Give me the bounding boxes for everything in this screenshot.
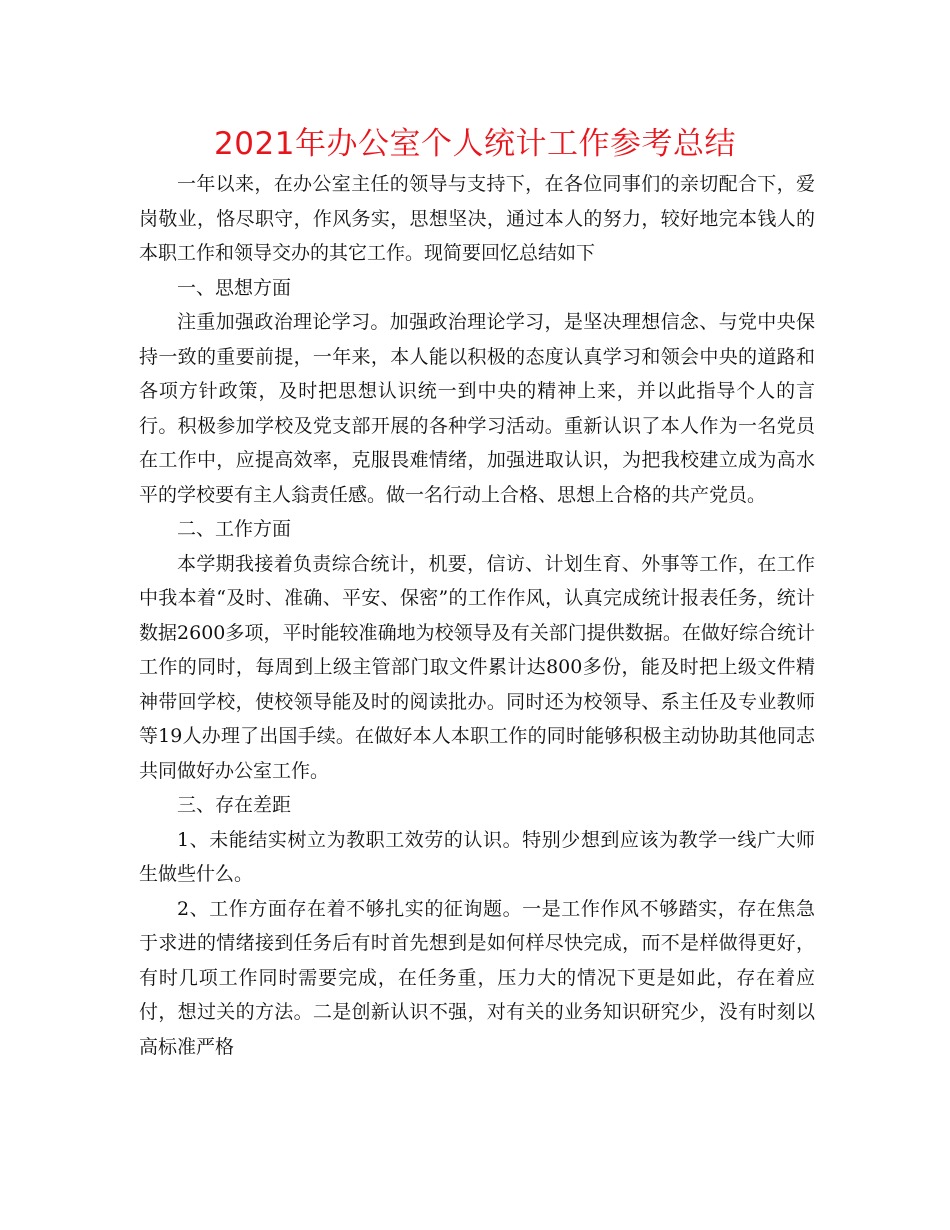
work-paragraph: 本学期我接着负责综合统计，机要，信访、计划生育、外事等工作，在工作中我本着“及时、准确、平安、保密”的工作作风，认真完成统计报表任务，统计数据2600多项，平时能较准确地为校领导及有关部门提供数据。在做好综合统计工作的同时，每周到上级主管部门取文件累计达800多份，能及时把上级文件精神带回学校，使校领导能及时的阅读批办。同时还为校领导、系主任及专业教师等19人办理了出国手续。在做好本人本职工作的同时能够积极主动协助其他同志共同做好办公室工作。 [139, 552, 815, 782]
gap-item-1: 1、未能结实树立为教职工效劳的认识。特别少想到应该为教学一线广大师生做些什么。 [139, 828, 815, 885]
intro-paragraph: 一年以来，在办公室主任的领导与支持下，在各位同事们的亲切配合下，爱岗敬业，恪尽职守，作风务实，思想坚决，通过本人的努力，较好地完本钱人的本职工作和领导交办的其它工作。现简要回忆总结如下 [139, 173, 815, 264]
gap-item-2: 2、工作方面存在着不够扎实的征询题。一是工作作风不够踏实，存在焦急于求进的情绪接到任务后有时首先想到是如何样尽快完成，而不是样做得更好，有时几项工作同时需要完成，在任务重，压力大的情况下更是如此，存在着应付，想过关的方法。二是创新认识不强，对有关的业务知识研究少，没有时刻以高标准严格 [139, 897, 815, 1058]
document-title: 2021年办公室个人统计工作参考总结 [214, 126, 736, 162]
section-heading-work: 二、工作方面 [177, 518, 292, 540]
document-body [139, 167, 815, 1064]
thought-paragraph: 注重加强政治理论学习。加强政治理论学习，是坚决理想信念、与党中央保持一致的重要前提，一年来，本人能以积极的态度认真学习和领会中央的道路和各项方针政策，及时把思想认识统一到中央的精神上来，并以此指导个人的言行。积极参加学校及党支部开展的各种学习活动。重新认识了本人作为一名党员在工作中，应提高效率，克服畏难情绪，加强进取认识，为把我校建立成为高水平的学校要有主人翁责任感。做一名行动上合格、思想上合格的共产党员。 [139, 311, 815, 506]
section-heading-thought: 一、思想方面 [177, 276, 292, 299]
section-heading-gaps: 三、存在差距 [177, 794, 292, 816]
